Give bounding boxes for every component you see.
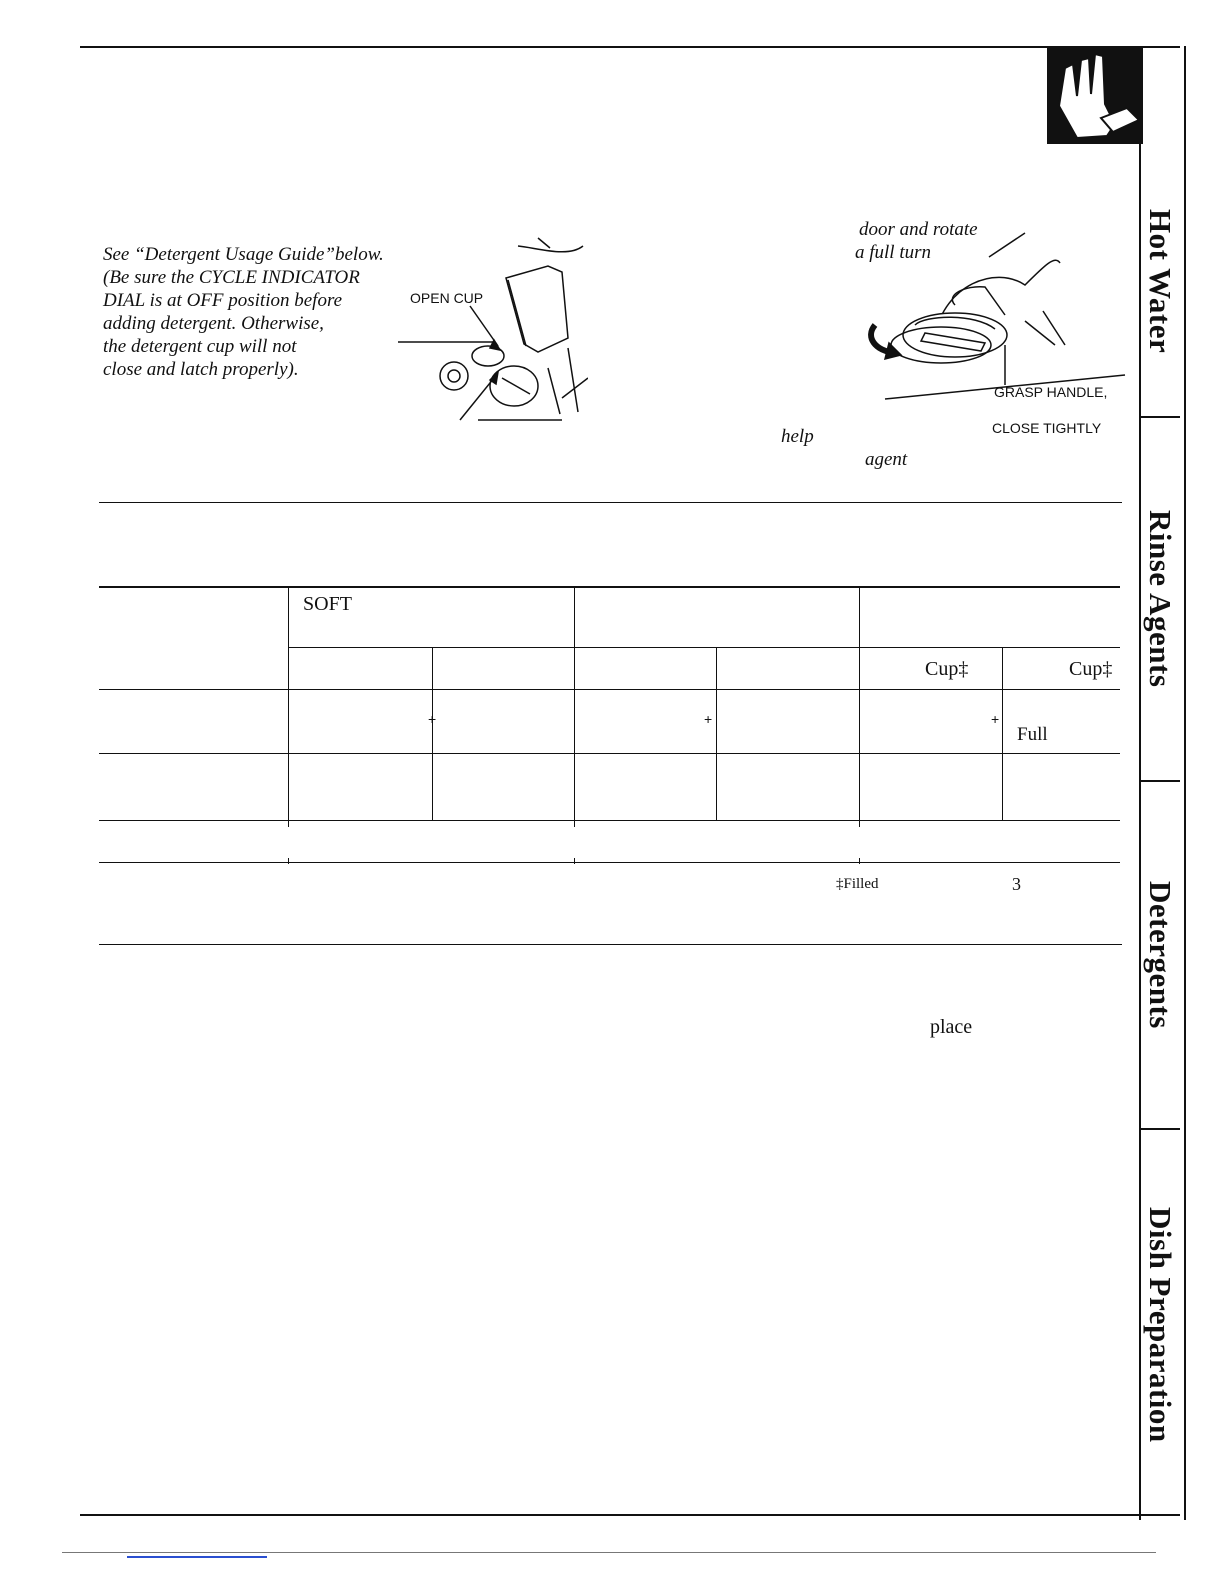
intro-line: the detergent cup will not [103,336,297,357]
bottom-rule [80,1514,1180,1516]
table-column-divider [288,587,289,827]
footer-rule [62,1552,1156,1553]
tab-rinse-agents-label: Rinse Agents [1143,510,1178,688]
plus-mark: + [428,711,437,727]
grasp-handle-label: GRASP HANDLE, [994,384,1108,400]
intro-line: adding detergent. Otherwise, [103,313,324,334]
hand-press-icon [1047,46,1143,144]
table-cup-pre: Cup‡ [1069,658,1113,680]
footer-link-underline [127,1556,267,1558]
tab-dish-preparation-label: Dish Preparation [1143,1207,1178,1443]
plus-mark: + [704,711,713,727]
detergent-cup-illustration [398,228,588,424]
table-tick [288,858,289,864]
tab-detergents-label: Detergents [1143,881,1178,1029]
footnote-number: 3 [1012,874,1021,894]
table-rule [99,586,1120,588]
place-fragment: place [930,1016,973,1038]
table-column-divider [574,587,575,827]
table-subcolumn-divider [716,648,717,820]
intro-line: close and latch properly). [103,359,299,380]
table-tick [574,858,575,864]
tab-detergents[interactable] [1140,782,1180,1128]
table-rule [99,820,1120,821]
table-tick [859,858,860,864]
rotate-caption-line2: a full turn [855,242,932,263]
tab-column-right-border [1184,46,1186,1520]
open-cup-label: OPEN CUP [410,290,484,306]
dispenser-lid-illustration [855,225,1135,405]
table-full-value: Full [1017,724,1048,745]
section-rule [99,502,1122,503]
table-subcolumn-divider [432,648,433,820]
table-rule [99,753,1120,754]
tab-hot-water-label: Hot Water [1143,208,1178,354]
intro-line: See “Detergent Usage Guide”below. [103,244,384,265]
footnote-filled: ‡Filled [836,876,879,892]
rotate-caption-line1: door and rotate [859,219,978,240]
top-rule [80,46,1180,48]
intro-line: DIAL is at OFF position before [103,290,343,311]
plus-mark: + [991,711,1000,727]
help-fragment: help [781,426,814,447]
table-rule [289,647,1120,648]
table-rule [99,689,1120,690]
table-column-divider [859,587,860,827]
table-subcolumn-divider [1002,648,1003,820]
tab-hot-water[interactable] [1140,146,1180,416]
table-rule [99,862,1120,863]
tab-dish-preparation[interactable] [1140,1130,1180,1520]
table-cup-main: Cup‡ [925,658,969,680]
intro-line: (Be sure the CYCLE INDICATOR [103,267,360,288]
tab-rinse-agents[interactable] [1140,418,1180,780]
close-tightly-label: CLOSE TIGHTLY [992,420,1102,436]
detergent-intro-text [103,243,403,381]
agent-fragment: agent [865,449,908,470]
table-header-soft: SOFT [303,593,352,615]
section-rule [99,944,1122,945]
